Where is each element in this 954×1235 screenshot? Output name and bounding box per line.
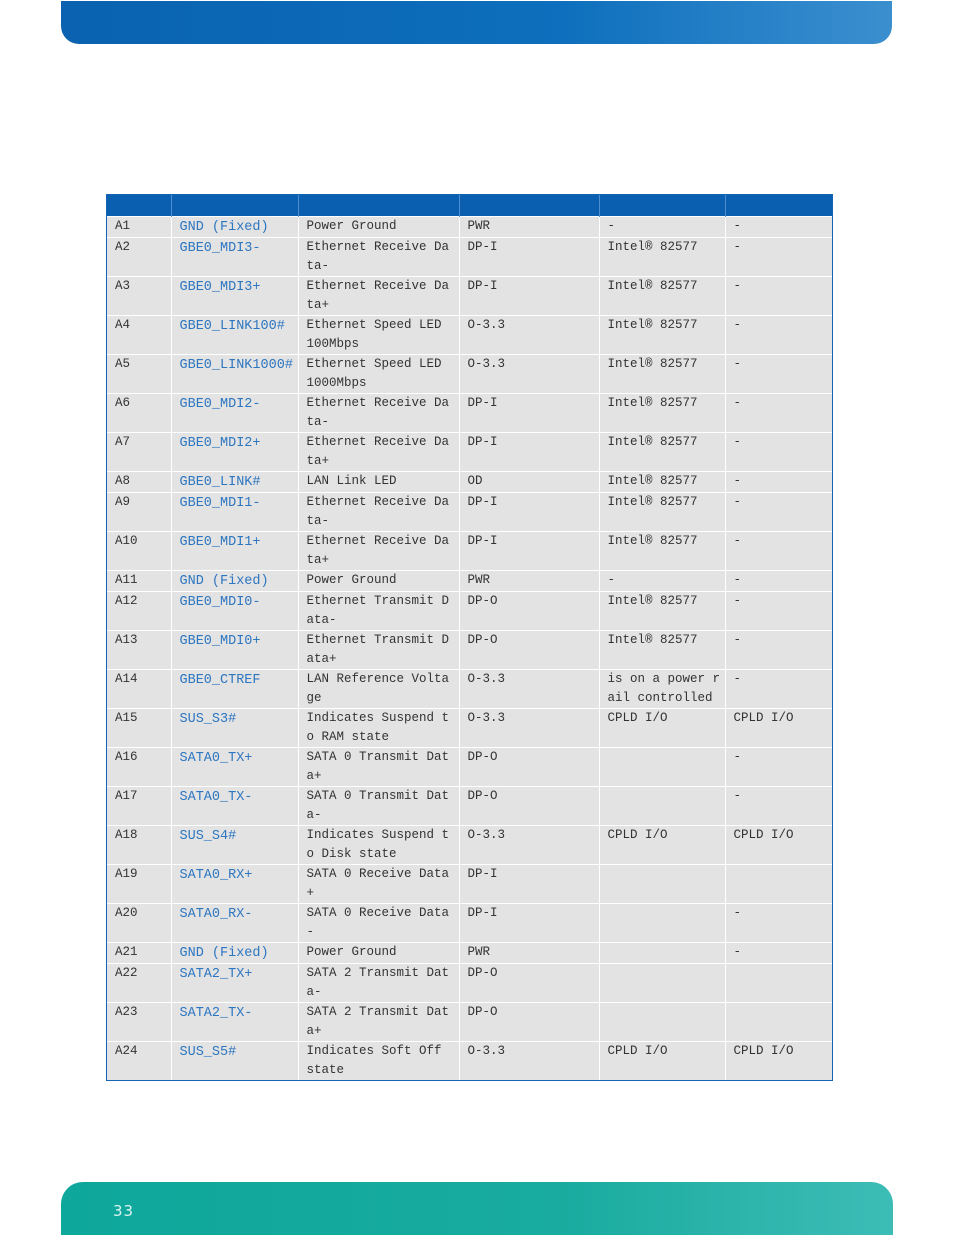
table-body — [107, 216, 832, 1080]
note-cell — [725, 963, 832, 1002]
type-cell: DP-I — [459, 531, 599, 570]
table-header — [107, 195, 832, 216]
signal-name-link[interactable]: GBE0_LINK# — [171, 471, 298, 492]
table-row — [107, 1002, 832, 1041]
note-cell: - — [725, 570, 832, 591]
signal-name-link[interactable]: GND (Fixed) — [171, 216, 298, 237]
table-row — [107, 432, 832, 471]
note-cell — [725, 864, 832, 903]
source-cell — [599, 864, 725, 903]
note-cell: - — [725, 591, 832, 630]
signal-name-link[interactable]: GBE0_CTREF — [171, 669, 298, 708]
note-cell — [725, 1002, 832, 1041]
description-cell: SATA 0 Receive Data- — [298, 903, 459, 942]
table-row — [107, 354, 832, 393]
source-cell: Intel® 82577 — [599, 492, 725, 531]
table-row — [107, 963, 832, 1002]
description-cell: Ethernet Receive Data- — [298, 492, 459, 531]
pin-cell: A11 — [107, 570, 171, 591]
table-row — [107, 942, 832, 963]
table-row — [107, 570, 832, 591]
note-cell: - — [725, 531, 832, 570]
description-cell: Ethernet Receive Data+ — [298, 276, 459, 315]
pin-cell: A17 — [107, 786, 171, 825]
table-row — [107, 216, 832, 237]
note-cell: - — [725, 354, 832, 393]
description-cell: SATA 0 Transmit Data- — [298, 786, 459, 825]
source-cell: Intel® 82577 — [599, 630, 725, 669]
type-cell: OD — [459, 471, 599, 492]
header-cell-note — [725, 195, 832, 216]
table-row — [107, 276, 832, 315]
signal-name-link[interactable]: GND (Fixed) — [171, 570, 298, 591]
pin-cell: A15 — [107, 708, 171, 747]
note-cell: - — [725, 276, 832, 315]
pin-cell: A4 — [107, 315, 171, 354]
pin-cell: A21 — [107, 942, 171, 963]
source-cell: Intel® 82577 — [599, 591, 725, 630]
signal-name-link[interactable]: GBE0_MDI3+ — [171, 276, 298, 315]
signal-name-link[interactable]: SATA2_TX- — [171, 1002, 298, 1041]
pin-cell: A7 — [107, 432, 171, 471]
page-number: 33 — [113, 1202, 135, 1220]
description-cell: Ethernet Speed LED 1000Mbps — [298, 354, 459, 393]
source-cell: Intel® 82577 — [599, 354, 725, 393]
source-cell: Intel® 82577 — [599, 315, 725, 354]
signal-name-link[interactable]: GBE0_MDI0- — [171, 591, 298, 630]
signal-name-link[interactable]: GBE0_MDI2- — [171, 393, 298, 432]
description-cell: Ethernet Receive Data- — [298, 237, 459, 276]
source-cell: Intel® 82577 — [599, 393, 725, 432]
signal-name-link[interactable]: GBE0_MDI1- — [171, 492, 298, 531]
source-cell: Intel® 82577 — [599, 531, 725, 570]
signal-name-link[interactable]: GBE0_MDI2+ — [171, 432, 298, 471]
source-cell — [599, 963, 725, 1002]
description-cell: LAN Reference Voltage — [298, 669, 459, 708]
header-cell-signal — [171, 195, 298, 216]
footer-banner — [61, 1182, 893, 1235]
table-row — [107, 393, 832, 432]
type-cell: DP-I — [459, 276, 599, 315]
signal-name-link[interactable]: SUS_S5# — [171, 1041, 298, 1080]
description-cell: Power Ground — [298, 570, 459, 591]
pin-cell: A16 — [107, 747, 171, 786]
table-row — [107, 531, 832, 570]
description-cell: Ethernet Transmit Data+ — [298, 630, 459, 669]
type-cell: DP-I — [459, 237, 599, 276]
signal-name-link[interactable]: GBE0_MDI3- — [171, 237, 298, 276]
source-cell: is on a power rail controlled — [599, 669, 725, 708]
header-cell-pin — [107, 195, 171, 216]
pin-cell: A22 — [107, 963, 171, 1002]
signal-name-link[interactable]: GND (Fixed) — [171, 942, 298, 963]
type-cell: DP-I — [459, 903, 599, 942]
type-cell: DP-O — [459, 747, 599, 786]
note-cell: - — [725, 492, 832, 531]
source-cell: CPLD I/O — [599, 708, 725, 747]
description-cell: Indicates Suspend to Disk state — [298, 825, 459, 864]
note-cell: CPLD I/O — [725, 825, 832, 864]
pin-cell: A5 — [107, 354, 171, 393]
table-row — [107, 747, 832, 786]
table-row — [107, 1041, 832, 1080]
type-cell: O-3.3 — [459, 825, 599, 864]
description-cell: Indicates Soft Off state — [298, 1041, 459, 1080]
type-cell: O-3.3 — [459, 708, 599, 747]
source-cell — [599, 903, 725, 942]
pin-cell: A2 — [107, 237, 171, 276]
table-row — [107, 492, 832, 531]
header-cell-source — [599, 195, 725, 216]
note-cell: - — [725, 786, 832, 825]
signal-name-link[interactable]: SUS_S3# — [171, 708, 298, 747]
type-cell: O-3.3 — [459, 669, 599, 708]
table-row — [107, 669, 832, 708]
signal-name-link[interactable]: SATA0_TX+ — [171, 747, 298, 786]
note-cell: - — [725, 903, 832, 942]
note-cell: - — [725, 393, 832, 432]
pin-cell: A19 — [107, 864, 171, 903]
note-cell: - — [725, 315, 832, 354]
description-cell: LAN Link LED — [298, 471, 459, 492]
pin-cell: A18 — [107, 825, 171, 864]
source-cell — [599, 1002, 725, 1041]
table-row — [107, 630, 832, 669]
description-cell: Ethernet Receive Data+ — [298, 531, 459, 570]
table-row — [107, 471, 832, 492]
description-cell: SATA 0 Transmit Data+ — [298, 747, 459, 786]
type-cell: O-3.3 — [459, 315, 599, 354]
type-cell: PWR — [459, 942, 599, 963]
source-cell: - — [599, 570, 725, 591]
table-row — [107, 315, 832, 354]
table-row — [107, 786, 832, 825]
type-cell: DP-O — [459, 963, 599, 1002]
pin-cell: A1 — [107, 216, 171, 237]
source-cell: Intel® 82577 — [599, 276, 725, 315]
signal-name-link[interactable]: SATA0_TX- — [171, 786, 298, 825]
source-cell: Intel® 82577 — [599, 237, 725, 276]
type-cell: DP-I — [459, 492, 599, 531]
source-cell: - — [599, 216, 725, 237]
note-cell: CPLD I/O — [725, 1041, 832, 1080]
note-cell: - — [725, 237, 832, 276]
note-cell: - — [725, 669, 832, 708]
type-cell: DP-I — [459, 864, 599, 903]
type-cell: DP-I — [459, 393, 599, 432]
description-cell: SATA 2 Transmit Data+ — [298, 1002, 459, 1041]
pin-cell: A10 — [107, 531, 171, 570]
pin-cell: A23 — [107, 1002, 171, 1041]
type-cell: DP-O — [459, 630, 599, 669]
source-cell — [599, 747, 725, 786]
table-row — [107, 864, 832, 903]
pin-cell: A14 — [107, 669, 171, 708]
description-cell: Indicates Suspend to RAM state — [298, 708, 459, 747]
type-cell: DP-O — [459, 1002, 599, 1041]
pin-cell: A8 — [107, 471, 171, 492]
table-row — [107, 237, 832, 276]
description-cell: Ethernet Receive Data- — [298, 393, 459, 432]
signal-name-link[interactable]: GBE0_LINK1000# — [171, 354, 298, 393]
description-cell: Power Ground — [298, 942, 459, 963]
source-cell: Intel® 82577 — [599, 471, 725, 492]
pin-cell: A13 — [107, 630, 171, 669]
signal-name-link[interactable]: SUS_S4# — [171, 825, 298, 864]
description-cell: Ethernet Speed LED 100Mbps — [298, 315, 459, 354]
table-row — [107, 903, 832, 942]
description-cell: SATA 2 Transmit Data- — [298, 963, 459, 1002]
signal-name-link[interactable]: SATA0_RX+ — [171, 864, 298, 903]
table-row — [107, 591, 832, 630]
pin-cell: A9 — [107, 492, 171, 531]
signal-name-link[interactable]: GBE0_LINK100# — [171, 315, 298, 354]
header-cell-description — [298, 195, 459, 216]
signal-name-link[interactable]: SATA2_TX+ — [171, 963, 298, 1002]
note-cell: - — [725, 942, 832, 963]
source-cell: Intel® 82577 — [599, 432, 725, 471]
table-row — [107, 825, 832, 864]
note-cell: - — [725, 216, 832, 237]
signal-name-link[interactable]: GBE0_MDI1+ — [171, 531, 298, 570]
pin-cell: A12 — [107, 591, 171, 630]
type-cell: PWR — [459, 216, 599, 237]
description-cell: Ethernet Transmit Data- — [298, 591, 459, 630]
note-cell: - — [725, 630, 832, 669]
description-cell: SATA 0 Receive Data+ — [298, 864, 459, 903]
type-cell: PWR — [459, 570, 599, 591]
source-cell: CPLD I/O — [599, 1041, 725, 1080]
type-cell: DP-O — [459, 786, 599, 825]
description-cell: Ethernet Receive Data+ — [298, 432, 459, 471]
header-cell-type — [459, 195, 599, 216]
signal-name-link[interactable]: SATA0_RX- — [171, 903, 298, 942]
source-cell — [599, 786, 725, 825]
pin-cell: A20 — [107, 903, 171, 942]
pin-cell: A6 — [107, 393, 171, 432]
signal-name-link[interactable]: GBE0_MDI0+ — [171, 630, 298, 669]
type-cell: O-3.3 — [459, 354, 599, 393]
description-cell: Power Ground — [298, 216, 459, 237]
table-row — [107, 708, 832, 747]
type-cell: DP-O — [459, 591, 599, 630]
note-cell: - — [725, 747, 832, 786]
type-cell: O-3.3 — [459, 1041, 599, 1080]
source-cell — [599, 942, 725, 963]
note-cell: - — [725, 432, 832, 471]
pin-cell: A3 — [107, 276, 171, 315]
note-cell: CPLD I/O — [725, 708, 832, 747]
type-cell: DP-I — [459, 432, 599, 471]
top-header-banner — [61, 1, 892, 44]
note-cell: - — [725, 471, 832, 492]
pin-cell: A24 — [107, 1041, 171, 1080]
pin-assignment-table — [106, 194, 833, 1081]
source-cell: CPLD I/O — [599, 825, 725, 864]
